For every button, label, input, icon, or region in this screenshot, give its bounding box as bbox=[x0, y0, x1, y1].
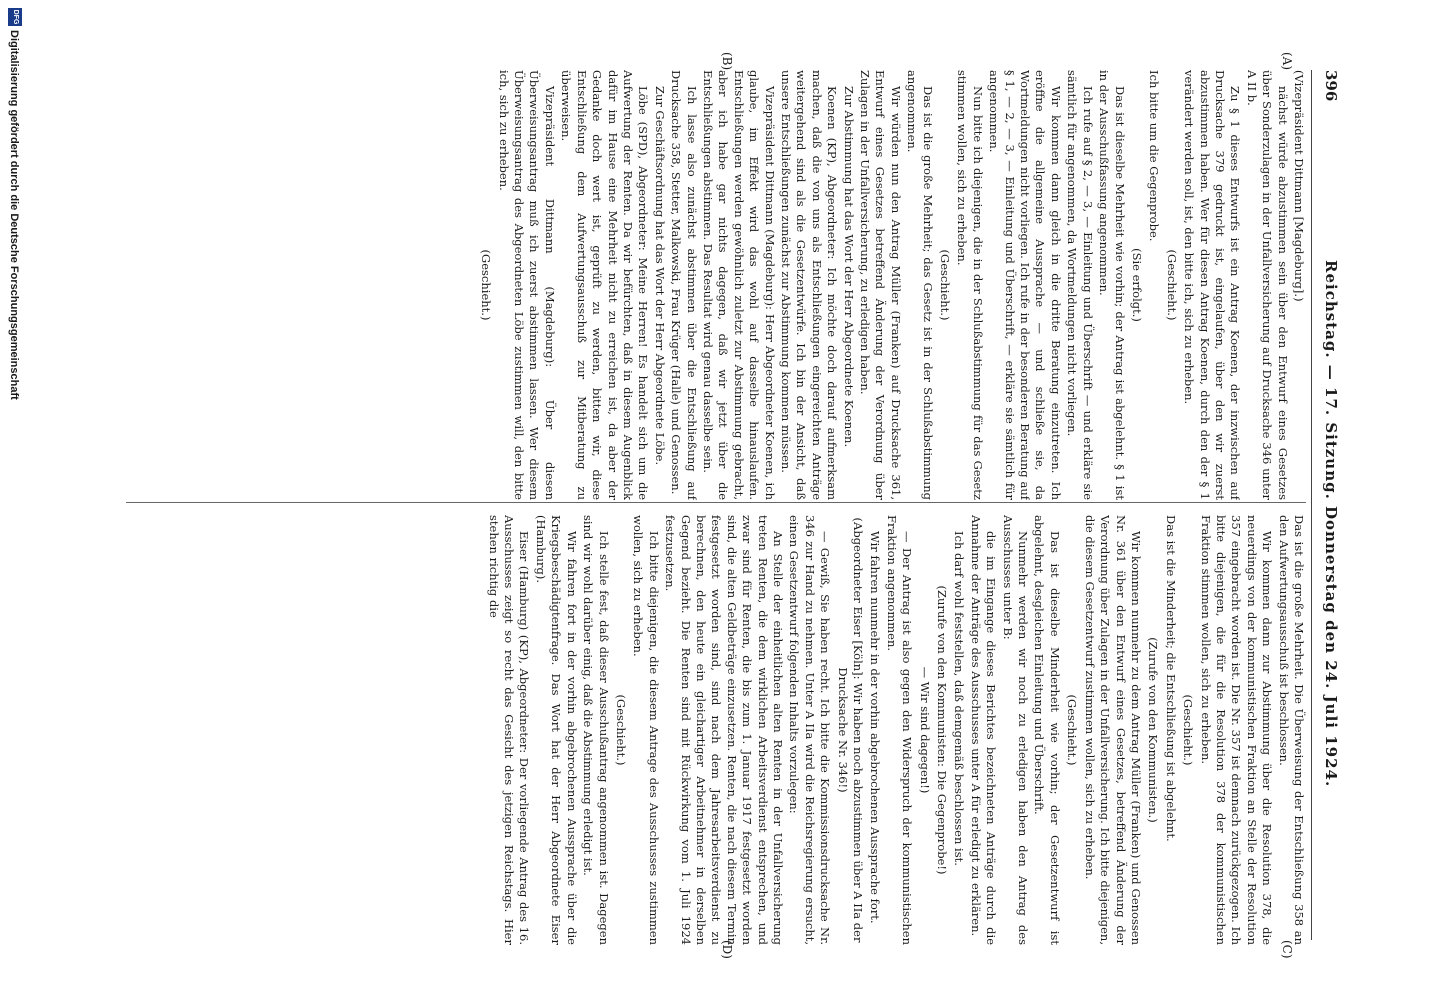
paragraph: Wir kommen dann zur Abstimmung über die Resolution 378, die neuerdings von der kommunistischen Fraktion an Stelle der Resolution 357 eingebracht worden ist. Die Nr. 357 ist demnach zurückgezogen. Ich bitte diejenigen, die für die Resolution 378 der kommunistischen Fraktion stimmen wollen, sich zu erheben. bbox=[1198, 515, 1275, 945]
paragraph: (Geschieht.) bbox=[1065, 694, 1080, 766]
paragraph: Zur Abstimmung hat das Wort der Herr Abgeordnete Koenen. bbox=[841, 86, 856, 448]
paragraph: Zu § 1 dieses Entwurfs ist ein Antrag Koenen, der inzwischen auf Drucksache 379 gedruckt ist, eingelaufen, über den wir zuerst abzustimmen haben. Wer für diesen Antrag Koenen, durch den der § 1 verändert werden soll, ist, den bitte ich, sich zu erheben. bbox=[1182, 70, 1243, 500]
paragraph: Koenen (KP), Abgeordneter: Ich möchte doch darauf aufmerksam machen, daß die von uns als Entschließungen eingereichten Anträge weitergehend sind als die Gesetzentwürfe. Ich bin der Ansicht, daß unsere Entschließungen zunächst zur Abstimmung kommen müssen. bbox=[779, 70, 840, 500]
paragraph: (Vizepräsident Dittmann [Magdeburg].) bbox=[1292, 70, 1306, 302]
paragraph: — Gewiß, Sie haben recht. Ich bitte die Kommissionsdrucksache Nr. 346 zur Hand zu nehmen. Unter A IIa wird die Reichsregierung ersucht, einen Gesetzentwurf folgenden Inhalts vorzulegen: bbox=[787, 515, 833, 945]
paragraph: (Zurufe von den Kommunisten: Die Gegenprobe!) bbox=[935, 585, 950, 875]
paragraph: Das ist die Minderheit; die Entschließung ist abgelehnt. bbox=[1163, 515, 1178, 842]
column-divider bbox=[126, 502, 1306, 503]
paragraph: Vizepräsident Dittmann (Magdeburg): Herr Abgeordneter Koenen, ich glaube, im Effekt wird das wohl auf dasselbe hinauslaufen. Entschließungen werden gewöhnlich zuletzt zur Abstimmung gebracht, aber ich habe gar nichts dagegen, daß wir jetzt über die Entschließungen abstimmen. Das Resultat wird genau dasselbe sein. bbox=[700, 70, 777, 500]
paragraph: Ich bitte diejenigen, die diesem Antrage des Ausschusses zustimmen wollen, sich zu erheben. bbox=[631, 515, 661, 945]
paragraph: Ich lasse also zunächst abstimmen über die Entschließung auf Drucksache 358, Stetter, Malkowski, Frau Krüger (Halle) und Genossen. bbox=[669, 70, 699, 500]
margin-mark-b: (B) bbox=[720, 52, 734, 71]
paragraph: Das ist die große Mehrheit; das Gesetz ist in der Schlußabstimmung angenommen. bbox=[905, 70, 935, 500]
page-header bbox=[1312, 70, 1346, 950]
running-title: Reichstag. — 17. Sitzung. Donnerstag den 24. Juli 1924. bbox=[1322, 260, 1340, 788]
margin-mark-d: (D) bbox=[720, 940, 734, 959]
paragraph: — Wir sind dagegen!) bbox=[917, 666, 932, 794]
paragraph: Ich stelle fest, daß dieser Ausschußantrag angenommen ist. Dagegen sind wir wohl darüber einig, daß die Abstimmung erledigt ist. bbox=[581, 515, 611, 945]
paragraph: Das ist dieselbe Mehrheit wie vorhin; der Antrag ist abgelehnt. § 1 ist in der Ausschußfassung angenommen. bbox=[1097, 70, 1127, 500]
paragraph: Vizepräsident Dittmann (Magdeburg): Über diesen Überweisungsantrag muß ich zuerst abstimmen lassen. Wer diesem Überweisungsantrag des Abgeordneten Löbe zustimmen will, den bitte ich, sich zu erheben. bbox=[496, 70, 557, 500]
paragraph: Ich darf wohl feststellen, daß demgemäß beschlossen ist. bbox=[952, 531, 967, 866]
paragraph: nächst würde abzustimmen sein über den Entwurf eines Gesetzes über Sonderzulagen in der Unfallversicherung auf Drucksache 346 unter A II b. bbox=[1244, 70, 1290, 500]
paragraph: — Der Antrag ist also gegen den Widerspruch der kommunistischen Fraktion angenommen. bbox=[884, 515, 915, 945]
paragraph: Löbe (SPD), Abgeordneter: Meine Herren! Es handelt sich um die Aufwertung der Renten. Da wir befürchten, daß in diesem Augenblick dafür im Hause eine Mehrheit nicht zu erreichen ist, da aber der Gedanke doch wert ist, geprüft zu werden, bitten wir, diese Entschließung dem Aufwertungsausschuß zur Mitberatung zu überweisen. bbox=[559, 70, 651, 500]
paragraph: (Zurufe von den Kommunisten.) bbox=[1146, 637, 1161, 823]
paragraph: (Geschieht.) bbox=[938, 249, 953, 321]
paragraph: Zur Geschäftsordnung hat das Wort der Herr Abgeordnete Löbe. bbox=[652, 86, 667, 466]
paragraph: Wir würden nun den Antrag Müller (Franken) auf Drucksache 361, Entwurf eines Gesetzes betreffend Änderung der Verordnung über Zulagen in der Unfallversicherung, zu erledigen haben. bbox=[858, 70, 903, 500]
paragraph: (Sie erfolgt.) bbox=[1129, 248, 1144, 322]
paragraph: Wir kommen nunmehr zu dem Antrag Müller (Franken) und Genossen Nr. 361 über den Entwurf eines Gesetzes, betreffend Änderung der Verordnung über Zulagen in der Unfallversicherung. Ich bitte diejenigen, die diesem Gesetzentwurf zustimmen wollen, sich zu erheben. bbox=[1082, 515, 1143, 945]
paragraph: die im Eingange dieses Berichtes bezeichneten Anträge durch die Annahme der Anträge des Ausschusses unter A für erledigt zu erklären. bbox=[968, 515, 999, 945]
paragraph: (Geschieht.) bbox=[479, 249, 494, 321]
left-column bbox=[66, 70, 1306, 500]
paragraph: Ich rufe auf § 2, — 3, — Einleitung und Überschrift — und erkläre sie sämtlich für angenommen, da Wortmeldungen nicht vorliegen. bbox=[1065, 70, 1095, 500]
paragraph: An Stelle der einheitlichen alten Renten in der Unfallversicherung treten Renten, die dem wirklichen Arbeitsverdienst entsprechen, und zwar sind für Renten, die bis zum 1. Januar 1917 festgesetzt worden sind, die alten Geldbeträge einzusetzen. Renten, die nach diesem Termin festgesetzt worden sind, sind nach dem Jahresarbeitsverdienst zu berechnen, den heute ein gleichartiger Arbeitnehmer in derselben Gegend bezieht. Die Renten sind mit Rückwirkung vom 1. Juli 1924 festzusetzen. bbox=[663, 515, 785, 945]
right-column bbox=[66, 515, 1306, 945]
paragraph: (Geschieht.) bbox=[1164, 249, 1179, 321]
margin-mark-a: (A) bbox=[1280, 52, 1294, 71]
paragraph: Nunmehr werden wir noch zu erledigen haben den Antrag des Ausschusses unter B: bbox=[1000, 515, 1031, 945]
paragraph: (Geschieht.) bbox=[1181, 694, 1196, 766]
footer bbox=[0, 0, 26, 1000]
dfg-logo: DFG bbox=[8, 8, 22, 26]
paragraph: Das ist dieselbe Minderheit wie vorhin; der Gesetzentwurf ist abgelehnt, desgleichen Einleitung und Überschrift. bbox=[1032, 515, 1062, 945]
paragraph: (Abgeordneter Eiser [Köln]: Wir haben noch abzustimmen über A IIa der Drucksache Nr. 346!) bbox=[835, 517, 866, 943]
paragraph: (Geschieht.) bbox=[613, 694, 628, 766]
paragraph: Wir fahren fort in der vorhin abgebrochenen Aussprache über die Kriegsbeschädigtenfrage. Das Wort hat der Herr Abgeordnete Eiser (Hamburg). bbox=[533, 515, 579, 945]
header-rule bbox=[1311, 70, 1312, 940]
paragraph: Wir kommen dann gleich in die dritte Beratung einzutreten. Ich eröffne die allgemeine Aussprache — und schließe sie, da Wortmeldungen nicht vorliegen. Ich rufe in der besonderen Beratung auf § 1, — 2, — 3, — Einleitung und Überschrift, — erkläre sie sämtlich für angenommen. bbox=[987, 70, 1063, 500]
paragraph: Nun bitte ich diejenigen, die in der Schlußabstimmung für das Gesetz stimmen wollen, sich zu erheben. bbox=[955, 70, 985, 500]
footer-text: Digitalisierung gefördert durch die Deutsche Forschungsgemeinschaft bbox=[8, 30, 20, 400]
page-number: 396 bbox=[1322, 70, 1340, 102]
paragraph: Eiser (Hamburg) (KP), Abgeordneter: Der vorliegende Antrag des 16. Ausschusses zeigt so recht das Gesicht des jetzigen Reichstags. Hier stehen richtig die bbox=[486, 515, 532, 945]
paragraph: Das ist die große Mehrheit. Die Überweisung der Entschließung 358 an den Aufwertungsausschuß ist beschlossen. bbox=[1276, 515, 1306, 945]
paragraph: Ich bitte um die Gegenprobe. bbox=[1147, 70, 1162, 242]
paragraph: Wir fahren nunmehr in der vorhin abgebrochenen Aussprache fort. bbox=[868, 531, 883, 924]
margin-mark-c: (C) bbox=[1280, 940, 1294, 959]
